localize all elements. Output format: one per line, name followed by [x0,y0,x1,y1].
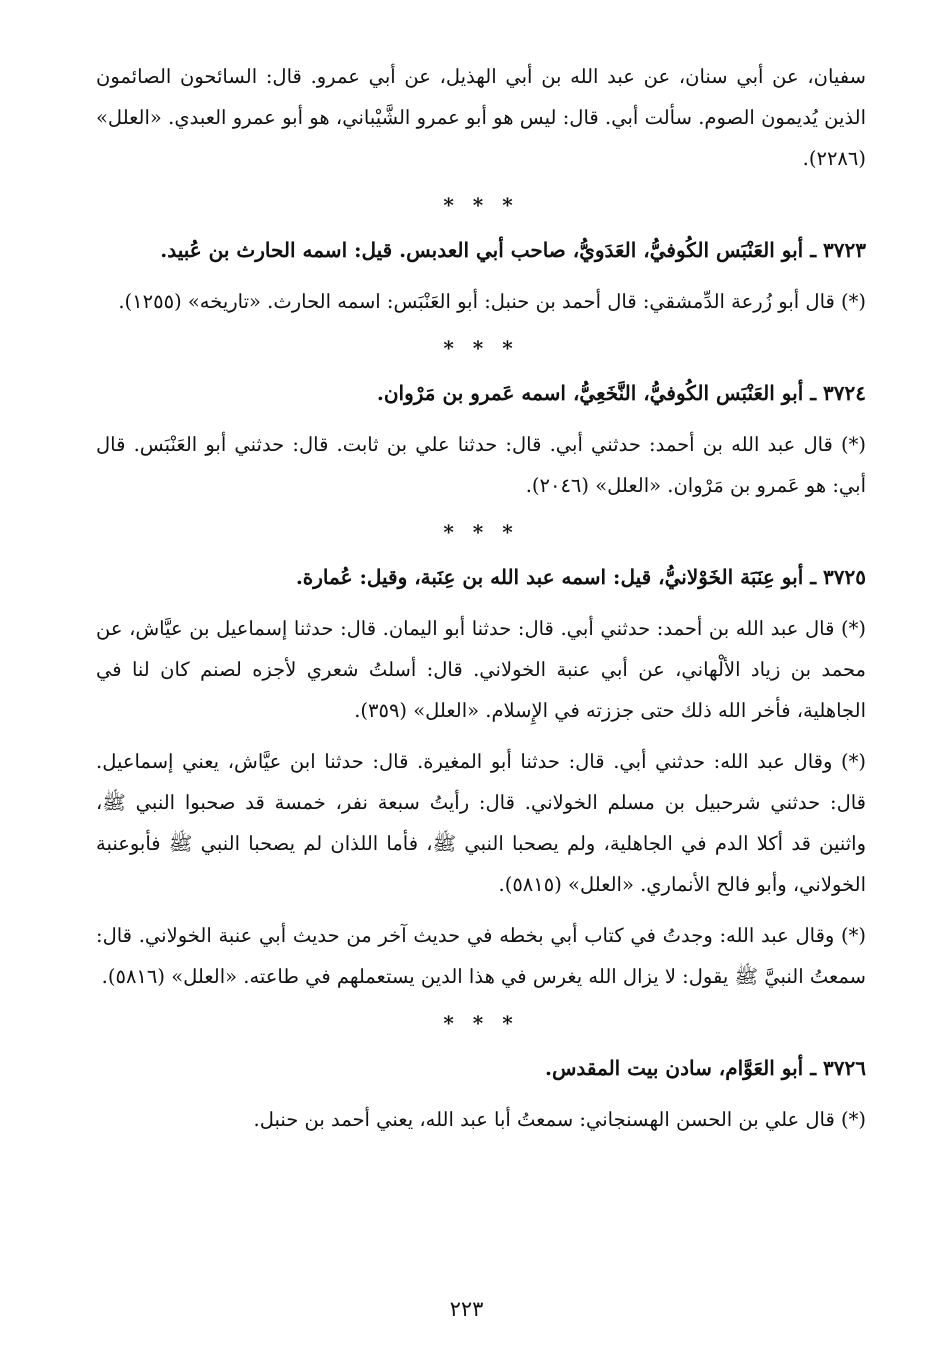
section-separator: * * * [443,520,519,544]
section-separator: * * * [443,193,519,217]
entry-paragraph: (*) قال أبو زُرعة الدِّمشقي: قال أحمد بن حنبل: أبو العَنْبَس: اسمه الحارث. «تاريخه» (١٢٥٥). [118,290,866,313]
page-number: ٢٢٣ [449,1297,484,1321]
entry-paragraph: (*) وقال عبد الله: حدثني أبي. قال: حدثنا أبو المغيرة. قال: حدثنا ابن عيَّاش، يعني إسماعيل. قال: حدثني شرحبيل بن مسلم الخولاني. قال: رأيتُ سبعة نفر، خمسة قد صحبوا النبي ﷺ، واثنين قد أكلا الدم في الجاهلية، ولم يصحبا النبي ﷺ، فأما اللذان لم يصحبا النبي ﷺ فأبوعنبة الخولاني، وأبو فالح الأنماري. «العلل» (٥٨١٥). [96,750,866,896]
entry-paragraph: (*) وقال عبد الله: وجدتُ في كتاب أبي بخطه في حديث آخر من حديث أبي عنبة الخولاني. قال: سمعتُ النبيَّ ﷺ يقول: لا يزال الله يغرس في هذا الدين يستعملهم في طاعته. «العلل» (٥٨١٦). [96,924,866,988]
section-separator: * * * [443,1011,519,1035]
entry-3724 [96,372,866,506]
entry-3725 [96,556,866,997]
entry-3723 [96,229,866,322]
entry-heading: ٣٧٢٦ ـ أبو العَوَّام، سادن بيت المقدس. [545,1056,866,1080]
top-paragraph: سفيان، عن أبي سنان، عن عبد الله بن أبي الهذيل، عن أبي عمرو. قال: السائحون الصائمون الذين يُديمون الصوم. سألت أبي. قال: ليس هو أبو عمرو الشَّيْباني، هو أبو عمرو العبدي. «العلل» (٢٢٨٦). [96,65,866,170]
entry-heading: ٣٧٢٤ ـ أبو العَنْبَس الكُوفيُّ، النَّخَعِيُّ، اسمه عَمرو بن مَرْوان. [376,381,866,405]
section-separator: * * * [443,336,519,360]
page-body [96,56,866,1140]
entry-paragraph: (*) قال عبد الله بن أحمد: حدثني أبي. قال: حدثنا علي بن ثابت. قال: حدثني أبو العَنْبَس. قال أبي: هو عَمرو بن مَرْوان. «العلل» (٢٠٤٦). [96,433,866,497]
entry-paragraph: (*) قال عبد الله بن أحمد: حدثني أبي. قال: حدثنا أبو اليمان. قال: حدثنا إسماعيل بن عيَّاش، عن محمد بن زياد الألْهاني، عن أبي عنبة الخولاني. قال: أسلتُ شعري لأجزه لصنم كان لنا في الجاهلية، فأخر الله ذلك حتى جززته في الإِسلام. «العلل» (٣٥٩). [96,617,866,722]
entry-paragraph: (*) قال علي بن الحسن الهسنجاني: سمعتُ أبا عبد الله، يعني أحمد بن حنبل. [253,1108,866,1131]
entry-heading: ٣٧٢٣ ـ أبو العَنْبَس الكُوفيُّ، العَدَويُّ، صاحب أبي العدبس. قيل: اسمه الحارث بن عُبيد. [160,238,866,262]
entry-3726 [96,1047,866,1140]
entry-heading: ٣٧٢٥ ـ أبو عِنَبَة الخَوْلانيُّ، قيل: اسمه عبد الله بن عِنَبة، وقيل: عُمارة. [295,565,866,589]
